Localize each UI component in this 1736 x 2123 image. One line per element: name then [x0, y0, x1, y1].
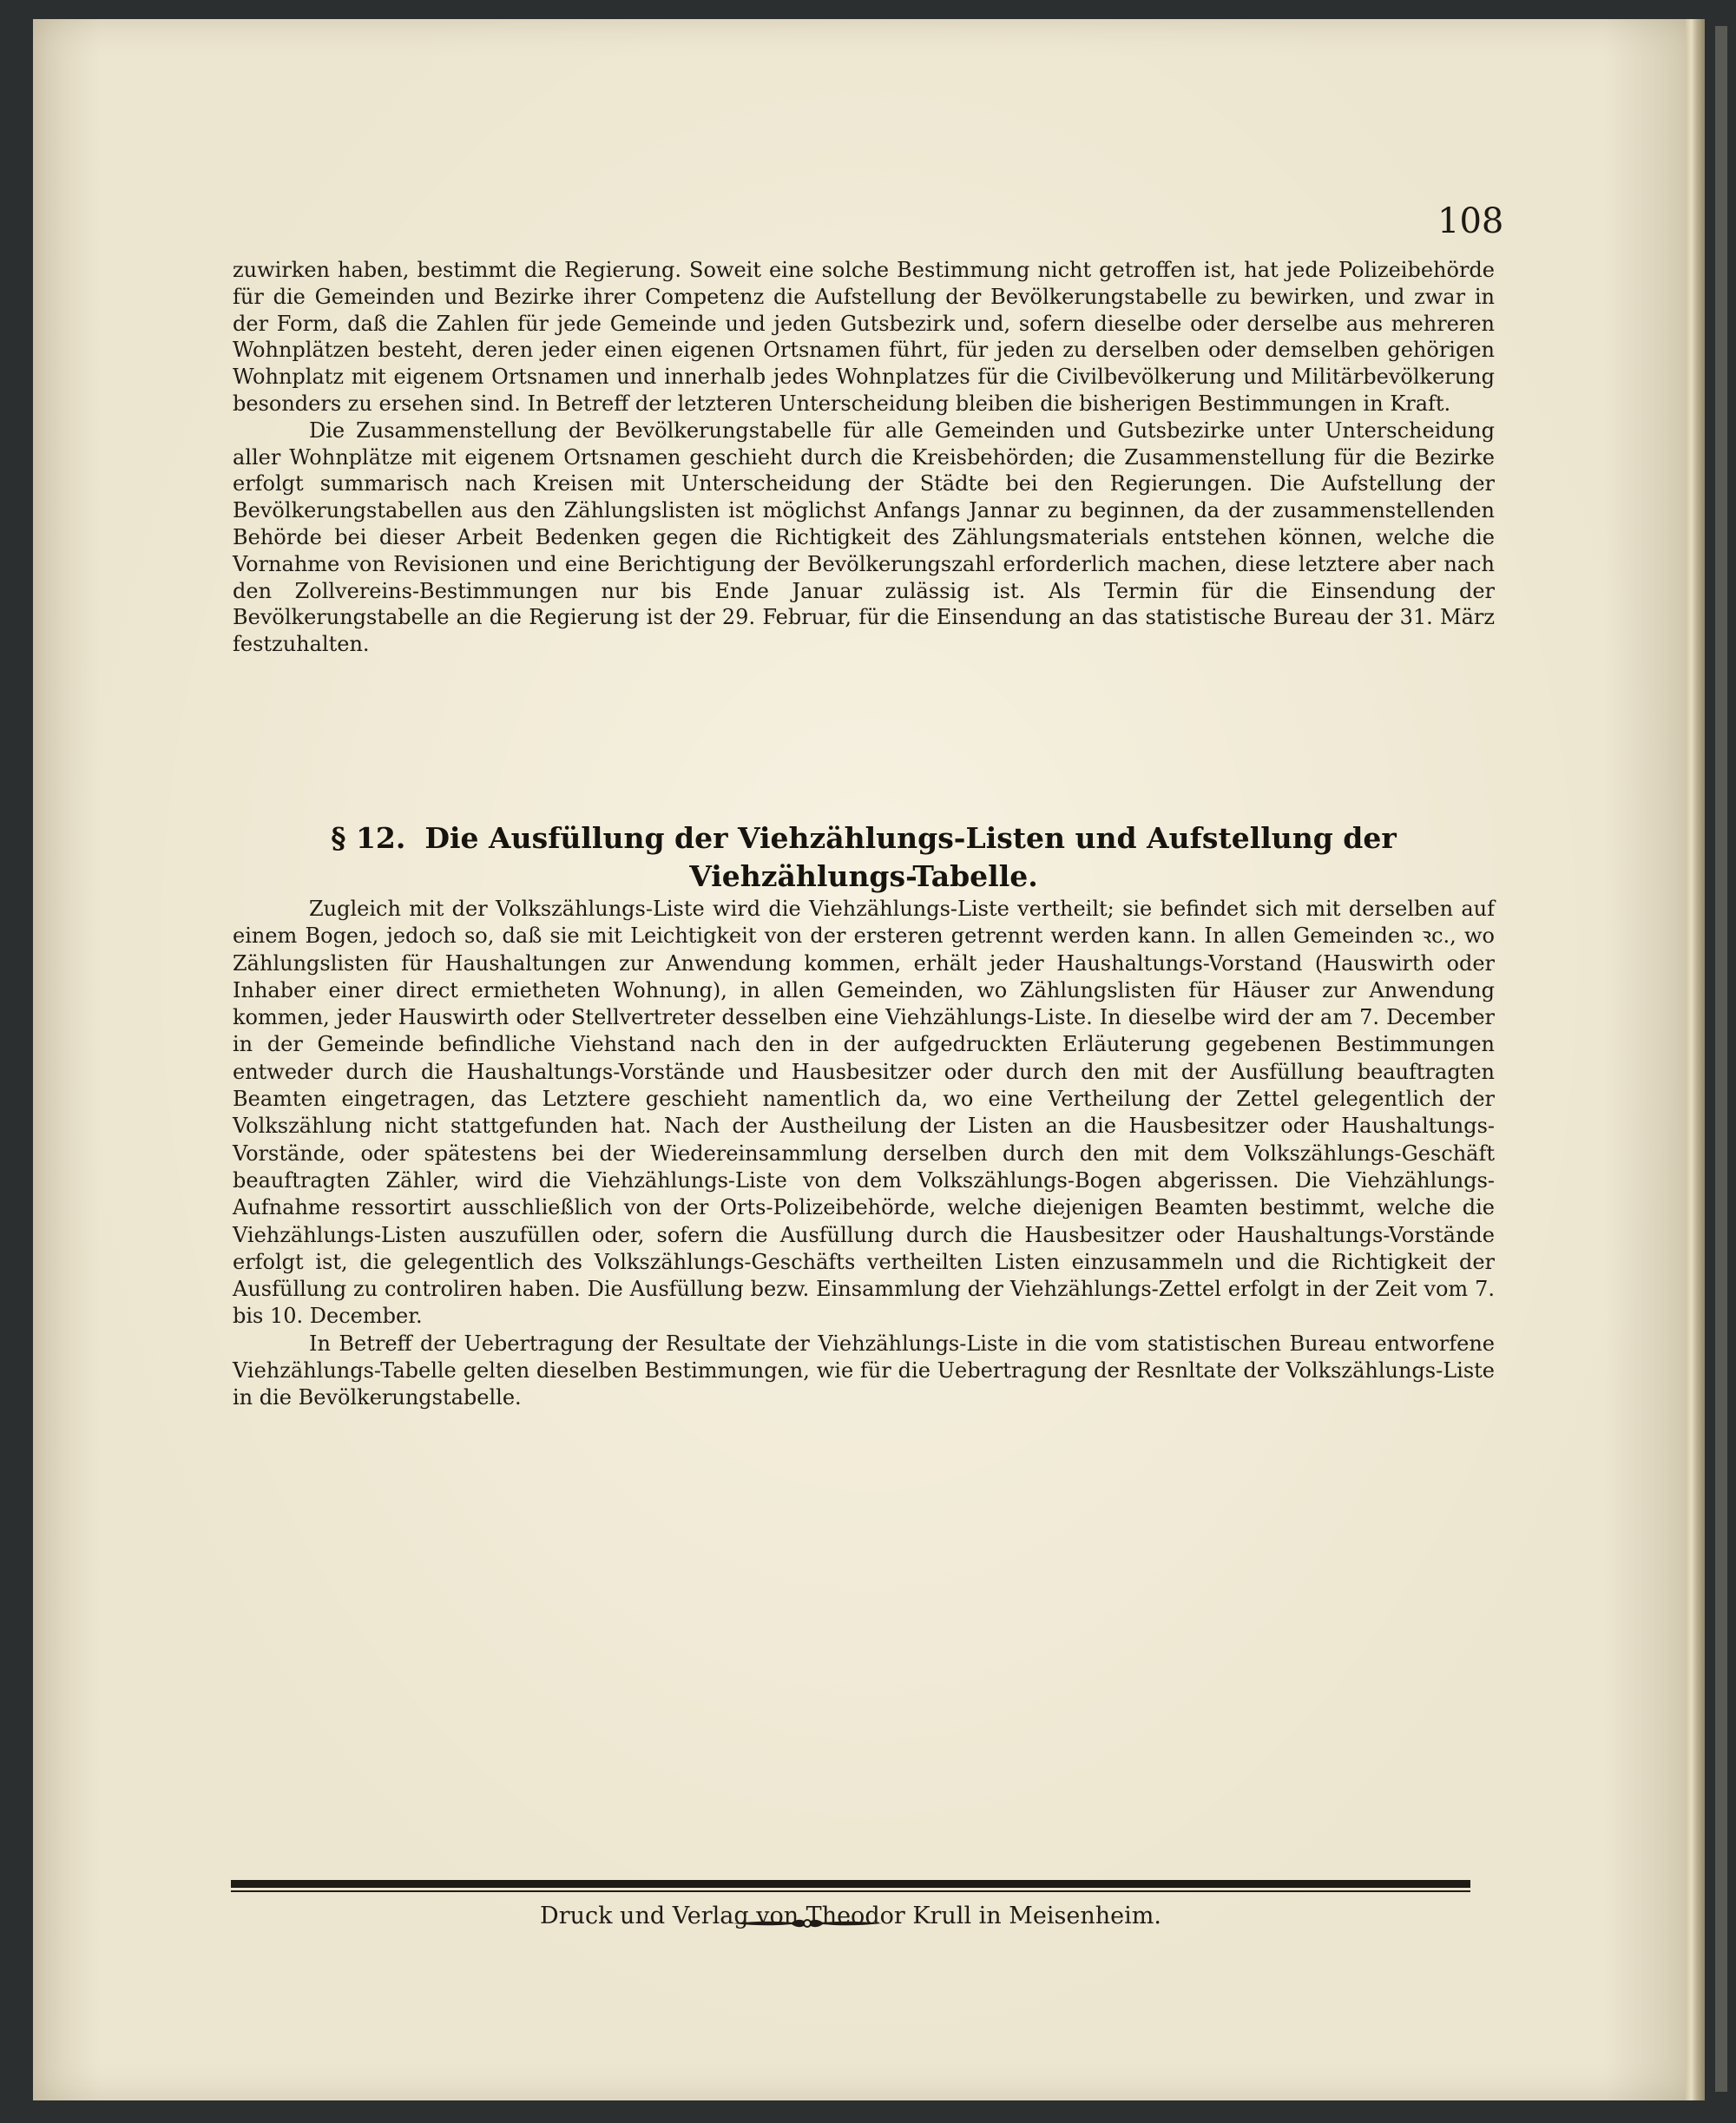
footer-rule-thin [231, 1890, 1470, 1892]
paragraph-livestock-list: Zugleich mit der Volkszählungs-Liste wird die Viehzählungs-Liste vertheilt; sie befindet sich mit derselben auf einem Bogen, jedoch so, daß sie mit Leichtigkeit von der ersteren getrennt werden kann. In allen Gemeinden ꝛc., wo Zählungslisten für Haushaltungen zur Anwendung kommen, erhält jeder Haushaltungs-Vorstand (Hauswirth oder Inhaber einer direct ermietheten Wohnung), in allen Gemeinden, wo Zählungslisten für Häuser zur Anwendung kommen, jeder Hauswirth oder Stellvertreter desselben eine Viehzählungs-Liste. In dieselbe wird der am 7. December in der Gemeinde befindliche Viehstand nach den in der aufgedruckten Erläuterung gegebenen Bestimmungen entweder durch die Haushaltungs-Vorstände und Hausbesitzer oder durch den mit der Ausfüllung beauftragten Beamten eingetragen, das Letztere geschieht namentlich da, wo eine Vertheilung der Zettel gelegentlich der Volkszählung nicht stattgefunden hat. Nach der Austheilung der Listen an die Hausbesitzer oder Haushaltungs-Vorstände, oder spätestens bei der Wiedereinsammlung derselben durch den mit dem Volkszählungs-Geschäft beauftragten Zähler, wird die Viehzählungs-Liste von dem Volkszählungs-Bogen abgerissen. Die Viehzählungs-Aufnahme ressortirt ausschließlich von der Orts-Polizeibehörde, welche diejenigen Beamten bestimmt, welche die Viehzählungs-Listen auszufüllen oder, sofern die Ausfüllung durch die Hausbesitzer oder Haushaltungs-Vorstände erfolgt ist, die gelegentlich des Volkszählungs-Geschäfts vertheilten Listen einzusammeln und die Richtigkeit der Ausfüllung zu controliren haben. Die Ausfüllung bezw. Einsammlung der Viehzählungs-Zettel erfolgt in der Zeit vom 7. bis 10. December. [233, 897, 1495, 1329]
paragraph-transfer: In Betreff der Uebertragung der Resultate der Viehzählungs-Liste in die vom statistischen Bureau entworfene Viehzählungs-Tabelle gelten dieselben Bestimmungen, wie für die Uebertragung der Resnltate der Volkszählungs-Liste in die Bevölkerungstabelle. [233, 1331, 1495, 1410]
page-number: 108 [1437, 201, 1504, 241]
binding-strip [1715, 26, 1727, 2092]
paragraph-continuation: zuwirken haben, bestimmt die Regierung. Soweit eine solche Bestimmung nicht getroffen ist, hat jede Polizeibehörde für die Gemeinden und Bezirke ihrer Competenz die Aufstellung der Bevölkerungstabelle zu bewirken, und zwar in der Form, daß die Zahlen für jede Gemeinde und jeden Gutsbezirk und, sofern dieselbe oder derselbe aus mehreren Wohnplätzen besteht, deren jeder einen eigenen Ortsnamen führt, für jeden zu derselben oder demselben gehörigen Wohnplatz mit eigenem Ortsnamen und innerhalb jedes Wohnplatzes für die Civilbevölkerung und Militärbevölkerung besonders zu ersehen sind. In Betreff der letzteren Unterscheidung bleiben die bisherigen Bestimmungen in Kraft. [233, 258, 1495, 416]
page-edge [1686, 19, 1705, 2100]
printer-imprint: Druck und Verlag von Theodor Krull in Meisenheim. [540, 1903, 1161, 1929]
section-number: § 12. [331, 821, 406, 855]
body-text-lower [233, 896, 1495, 1412]
section-title: Die Ausfüllung der Viehzählungs-Listen und Aufstellung der Viehzählungs-Tabelle. [424, 821, 1397, 893]
footer-rule-thick [231, 1880, 1470, 1888]
section-heading [233, 819, 1495, 896]
paragraph-compilation: Die Zusammenstellung der Bevölkerungstabelle für alle Gemeinden und Gutsbezirke unter Unterscheidung aller Wohnplätze mit eigenem Ortsnamen geschieht durch die Kreisbehörden; die Zusammenstellung für die Bezirke erfolgt summarisch nach Kreisen mit Unterscheidung der Städte bei den Regierungen. Die Aufstellung der Bevölkerungstabellen aus den Zählungslisten ist möglichst Anfangs Jannar zu beginnen, da der zusammenstellenden Behörde bei dieser Arbeit Bedenken gegen die Richtigkeit des Zählungsmaterials entstehen können, welche die Vornahme von Revisionen und eine Berichtigung der Bevölkerungszahl erforderlich machen, diese letztere aber nach den Zollvereins-Bestimmungen nur bis Ende Januar zulässig ist. Als Termin für die Einsendung der Bevölkerungstabelle an die Regierung ist der 29. Februar, für die Einsendung an das statistische Bureau der 31. März festzuhalten. [233, 417, 1495, 657]
body-text-upper [233, 257, 1495, 658]
